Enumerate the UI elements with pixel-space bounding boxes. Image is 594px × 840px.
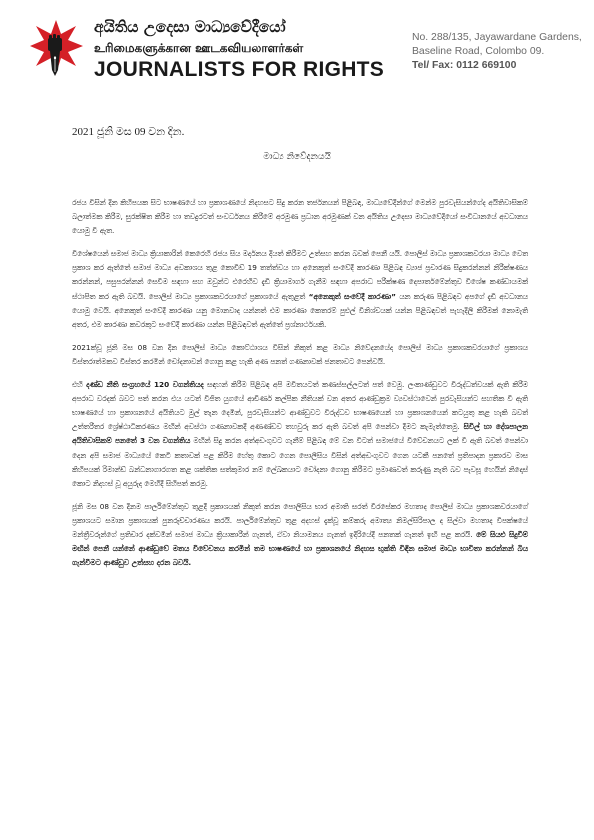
paragraph-2: විශේෂයෙන් සමාජ මාධ්‍ය ක්‍රියාකාරින් කෙරෙහි රජය සිය මර්දනය දියත් කිරීමට උත්සහ කරන බවක් පෙනී යයි. පොලිස් මාධ්‍ය ප්‍රකාශකවරයා මාධ්‍ය වෙත ප්‍රකාශ කර ඇත්තේ සමාජ මාධ්‍ය අවකාශය තුළ කොවිඩ් 19 තත්ත්වය හා අනෙකුත් සංවේදී කාරණා පිළිබඳ ව්‍යාජ ප්‍රචාරණ සිදුකරන්නන් නිරීක්ෂණය කරන්නන්, පසුපරන්නන් සෙවීම සඳහා සහ ඔවුන්ට එරෙහිව දැඩි ක්‍රියාමාර්ග ගැනීම සඳහා අපරාධ පරීක්ෂණ දෙපාර්තමේන්තුව විශේෂ කණ්ඩායමක් ස්ථාපිත කර ඇති බවයි. පොලිස් මාධ්‍ය ප්‍රකාශකවරයාගේ ප්‍රකාශයේ ඇතුළත් “අනෙකුත් සංවේදී කාරණා” යන කරුණ පිළිබඳව අපගේ දැඩි අවධානය යොමු වෙයි. අනෙකුත් සංවේදී කාරණා යනු මොනවාද යන්නත් එම කාරණා කෙතරම් පුළුල් විනිශ්චයක් යන්න පිළිබඳවත් පැහැදිලි කිරීමක් නොමැති අතර, එම කාරණා කවරකුට සංවේදී කාරණා යන්න පිළිබඳවත් ඇත්තේ ප්‍රශ්නාර්ථයකි. <box>72 249 529 329</box>
raised-fist-pen-icon <box>28 18 84 78</box>
letter-date: 2021 ජූනි මස 09 වන දින. <box>72 126 185 138</box>
emphasis-other-sensitive-matters: “අනෙකුත් සංවේදී කාරණා” <box>305 291 400 301</box>
org-address <box>412 31 582 73</box>
letterhead <box>0 0 594 100</box>
emphasis-iccpr-act-section: සිවිල් හා දේශපාලන අයිතිවාසිකම් පනතේ 3 වන වගන්තිය <box>72 422 528 446</box>
org-name-sinhala: අයිතිය උදෙසා මාධ්‍යවේදීයෝ <box>94 18 286 36</box>
paragraph-4: එහි දණ්ඩ නීති සංග්‍රහයේ 120 වගන්තියද සඳහන් කිරීම පිළිබඳ අපි මවිතයටත් කණස්සල්ලටත් පත් වෙමු. ලංකාණ්ඩුවට විරුද්ධත්වයක් ඇති කිරීම අපරාධ වරදක් බවට පත් කරන එය යටත් විජිත යුගයේ ආචීර්ණ කල්පික නීතියක් වන අතර ආණ්ඩුක්‍රම ව්‍යවස්ථාවෙන් පුරවැසියන්ට සහතික වී ඇති භාෂණයේ හා ප්‍රකාශනයේ අයිතියට මුල් තැන දෙමින්, පුරවැසියන්ට ආණ්ඩුවට විරුද්ධව භාෂණයෙන් හා ප්‍රකාශනයෙන් කටයුතු කළ හැකි බවත් උත්තරීතර ශ්‍රේෂ්ඨාධිකරණය මඟින් අවස්ථා ගණනාවකදී අණණ්ඩව තහවුරු කර ඇති බවත් අපි පෙන්වා දීමට කැමැත්තෙමු. සිවිල් හා දේශපාලන අයිතිවාසිකම් පනතේ 3 වන වගන්තිය මඟින් සිදු කරන අත්අඩංගුවට ගැනීම් පිළිබඳ මේ වන විටත් සමාජයේ විවේචනයට ලක් වී ඇති බවත් පෙන්වා දෙන අපි සමාජ මාධ්‍යයේ කෙටි කතාවක් පළ කිරීම හේතු කොට ගෙන පොලීසිය විසින් අත්අඩංගුවට ගෙන යටකී පනතේ ප්‍රතිපාදන ප්‍රකාරව මාස කිහිපයක් රිමාන්ඩ් බන්ධනාගාරගත කළ ශක්තික සත්කුමාර නම් ලේඛකයාට චෝදනා ගොනු කිරීමට ප්‍රමාණවත් කරුණු නැති බව පැවසූ හෙයින් නිදොස් කොට නිදහස් වූ අයුරුද මෙහිදී සිහිපත් කරමු. <box>72 380 528 488</box>
paragraph-1: රජය විසින් දින කිහිපයක සිට භාෂණයේ හා ප්‍රකාශණයේ නිදහසට සිදු කරන තර්ජනයන් පිළිබඳ, මාධ්‍යවේදීන්ගේ මෙන්ම පුරවැසියන්ගේද අයිතිවාසිකම් බලාත්මක කිරීම, සුරක්ෂිත කිරීම හා තවදුරටත් සංවර්ධනය කිරීමේ අරමුණ ප්‍රධාන අරමුණක් වන අයිතිය උදෙසා මාධ්‍යවේදියෝ සංවිධානයේ අවධානය යොමු වී ඇත. <box>72 198 528 236</box>
document-title: මාධ්‍ය නිවේදනයයි <box>263 152 331 162</box>
org-name-english: JOURNALISTS FOR RIGHTS <box>94 58 385 81</box>
address-line-2: Baseline Road, Colombo 09. <box>412 46 545 57</box>
telephone: Tel/ Fax: 0112 669100 <box>412 60 517 71</box>
address-line-1: No. 288/135, Jayawardane Gardens, <box>412 32 582 43</box>
letter-body <box>72 196 528 579</box>
paragraph-5: ජූනි මස 08 වන දිනම පාර්ලිමේන්තුව තුළදී ප්‍රකාශයක් නිකුත් කරන පොලිසිය භාර අමාති සරත් වීරසේකර මහතාද පොලිස් මාධ්‍ය ප්‍රකාශකවරයාගේ ප්‍රකාශයට සමාන ප්‍රකාශයක් පුනරුච්චාරණය කරයි. පාර්ලිමේන්තුව තුළ අදහස් දැක්වූ කම්කරු අමාත්‍ය නිමල්සිරිපාල ද සිල්වා මහතාද විපක්ෂයේ මන්ත්‍රීවරුන්ගේ ප්‍රතිචාර දක්වමින් සමාජ මාධ්‍ය ක්‍රියාකාරීන් ගැනත්, ඒවා නියාමනය ගැනත් ඉදිරියේදී පනතක් ගැනත් ඉඟි පළ කරයි. මේ සියළු සිදුවීම් මඟින් පෙනී යන්නේ ආණ්ඩුවේ මතය විවේචනය කරමින් තම භාෂණයේ හා ප්‍රකාශනයේ නිදහස භුක්ති විඳින සමාජ මාධ්‍ය භාවිතා කරන්නන් බිය ගැන්වීමට ආණ්ඩුව උත්සහ දරන බවයි. <box>72 501 529 568</box>
paragraph-3: 2021ක්වූ ජූනි මස 08 වන දින පොලිස් මාධ්‍ය කොට්ඨාශය විසින් නිකුත් කළ මාධ්‍ය නිවේදනයේද පොලිස් මාධ්‍ය ප්‍රකාශකවරයාගේ ප්‍රකාශය විස්තරාත්මකව විස්තර කරමින් චෝදනාවන් ගොනු කළ හැකි අණ පනත් ගණනාවක් ජනතාවට පෙන්වයි. <box>72 342 528 366</box>
emphasis-penal-code-section: දණ්ඩ නීති සංග්‍රහයේ 120 වගන්තියද <box>86 380 204 390</box>
emphasis-conclusion: මේ සියළු සිදුවීම් මඟින් පෙනී යන්නේ ආණ්ඩුවේ මතය විවේචනය කරමින් තම භාෂණයේ හා ප්‍රකාශනයේ නිදහස භුක්ති විඳින සමාජ මාධ්‍ය භාවිතා කරන්නන් බිය ගැන්වීමට ආණ්ඩුව උත්සහ දරන බවයි. <box>72 529 529 568</box>
org-name-tamil: உரிமைகளுக்கான ஊடகவியலாளர்கள் <box>94 41 304 55</box>
